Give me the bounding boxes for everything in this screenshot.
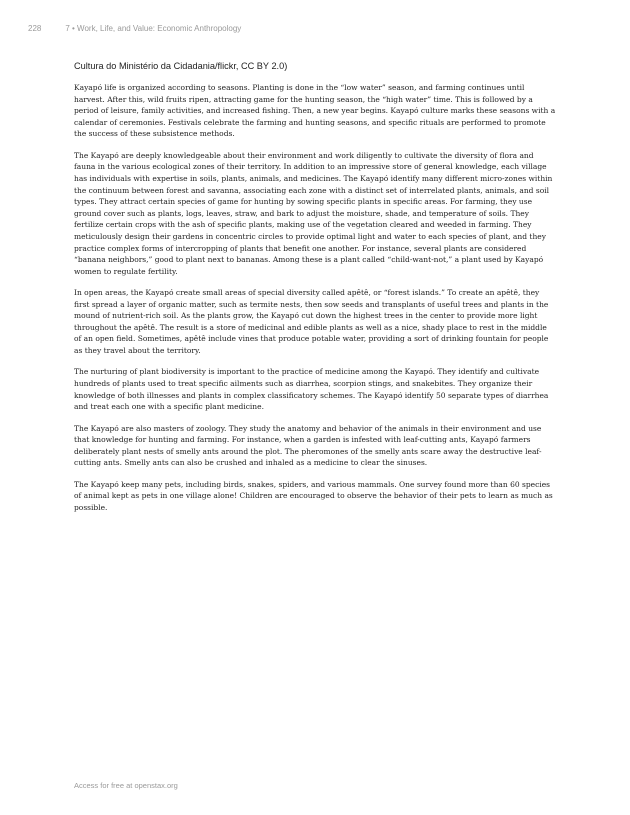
paragraph: The nurturing of plant biodiversity is important to the practice of medicine among the Kayapó. They identify and cultivate hundreds of plants used to treat specific ailments such as diarrhea, scorpion stings, and snakebites. They organize their knowledge of both illnesses and plants in complex classificatory schemes. The Kayapó identify 50 separate types of diarrhea and treat each one with a specific plant medicine. [74,367,549,412]
paragraph: The Kayapó are also masters of zoology. They study the anatomy and behavior of the animals in their environment and use that knowledge for hunting and farming. For instance, when a garden is infested with leaf-cutting ants, Kayapó farmers deliberately plant nests of smelly ants around the plot. The pheromones of the smelly ants scare away the destructive leaf-cutting ants. Smelly ants can also be crushed and inhaled as a medicine to clear the sinuses. [74,423,542,468]
running-header [28,24,590,33]
figure-caption: Cultura do Ministério da Cidadania/flickr, CC BY 2.0) [74,61,288,71]
page-number: 228 [28,24,42,33]
paragraph: The Kayapó are deeply knowledgeable about their environment and work diligently to cultivate the diversity of flora and fauna in the various ecological zones of their territory. In addition to an impressive store of general knowledge, each village has individuals with expertise in soils, plants, animals, and medicines. The Kayapó identify many different micro-zones within the continuum between forest and savanna, associating each zone with a distinct set of interrelated plants, animals, and soil types. They attract certain species of game for hunting by sowing specific plants in specific areas. For farming, they use ground cover such as plants, logs, leaves, straw, and bark to adjust the moisture, shade, and temperature of soils. They fertilize certain crops with the ash of specific plants, making use of the vegetation cleared and weeded in farming. They meticulously design their gardens in concentric circles to provide optimal light and water to each species of plant, and they practice complex forms of intercropping of plants that benefit one another. For instance, several plants are considered “banana neighbors,” good to plant next to bananas. Among these is a plant called “child-want-not,” a plant used by Kayapó women to regulate fertility. [74,150,553,276]
footer-link[interactable]: Access for free at openstax.org [74,781,178,790]
chapter-title: 7 • Work, Life, and Value: Economic Anthropology [65,24,242,33]
paragraph: Kayapó life is organized according to seasons. Planting is done in the “low water” season, and farming continues until harvest. After this, wild fruits ripen, attracting game for the hunting season, the “high water” time. This is followed by a period of leisure, family activities, and increased fishing. Then, a new year begins. Kayapó culture marks these seasons with a calendar of ceremonies. Festivals celebrate the farming and hunting seasons, and specific rituals are performed to promote the success of these subsistence methods. [74,83,556,139]
paragraph: The Kayapó keep many pets, including birds, snakes, spiders, and various mammals. One survey found more than 60 species of animal kept as pets in one village alone! Children are encouraged to observe the behavior of their pets to learn as much as possible. [74,479,553,512]
body-text [74,82,556,523]
paragraph: In open areas, the Kayapó create small areas of special diversity called apêtê, or “forest islands.” To create an apêtê, they first spread a layer of organic matter, such as termite nests, then sow seeds and transplants of useful trees and plants in the mound of nutrient-rich soil. As the plants grow, the Kayapó cut down the highest trees in the center to provide more light throughout the apêtê. The result is a store of medicinal and edible plants as well as a nice, shady place to rest in the middle of an open field. Sometimes, apêtê include vines that produce potable water, providing a sort of drinking fountain for people as they travel about the territory. [74,288,549,356]
